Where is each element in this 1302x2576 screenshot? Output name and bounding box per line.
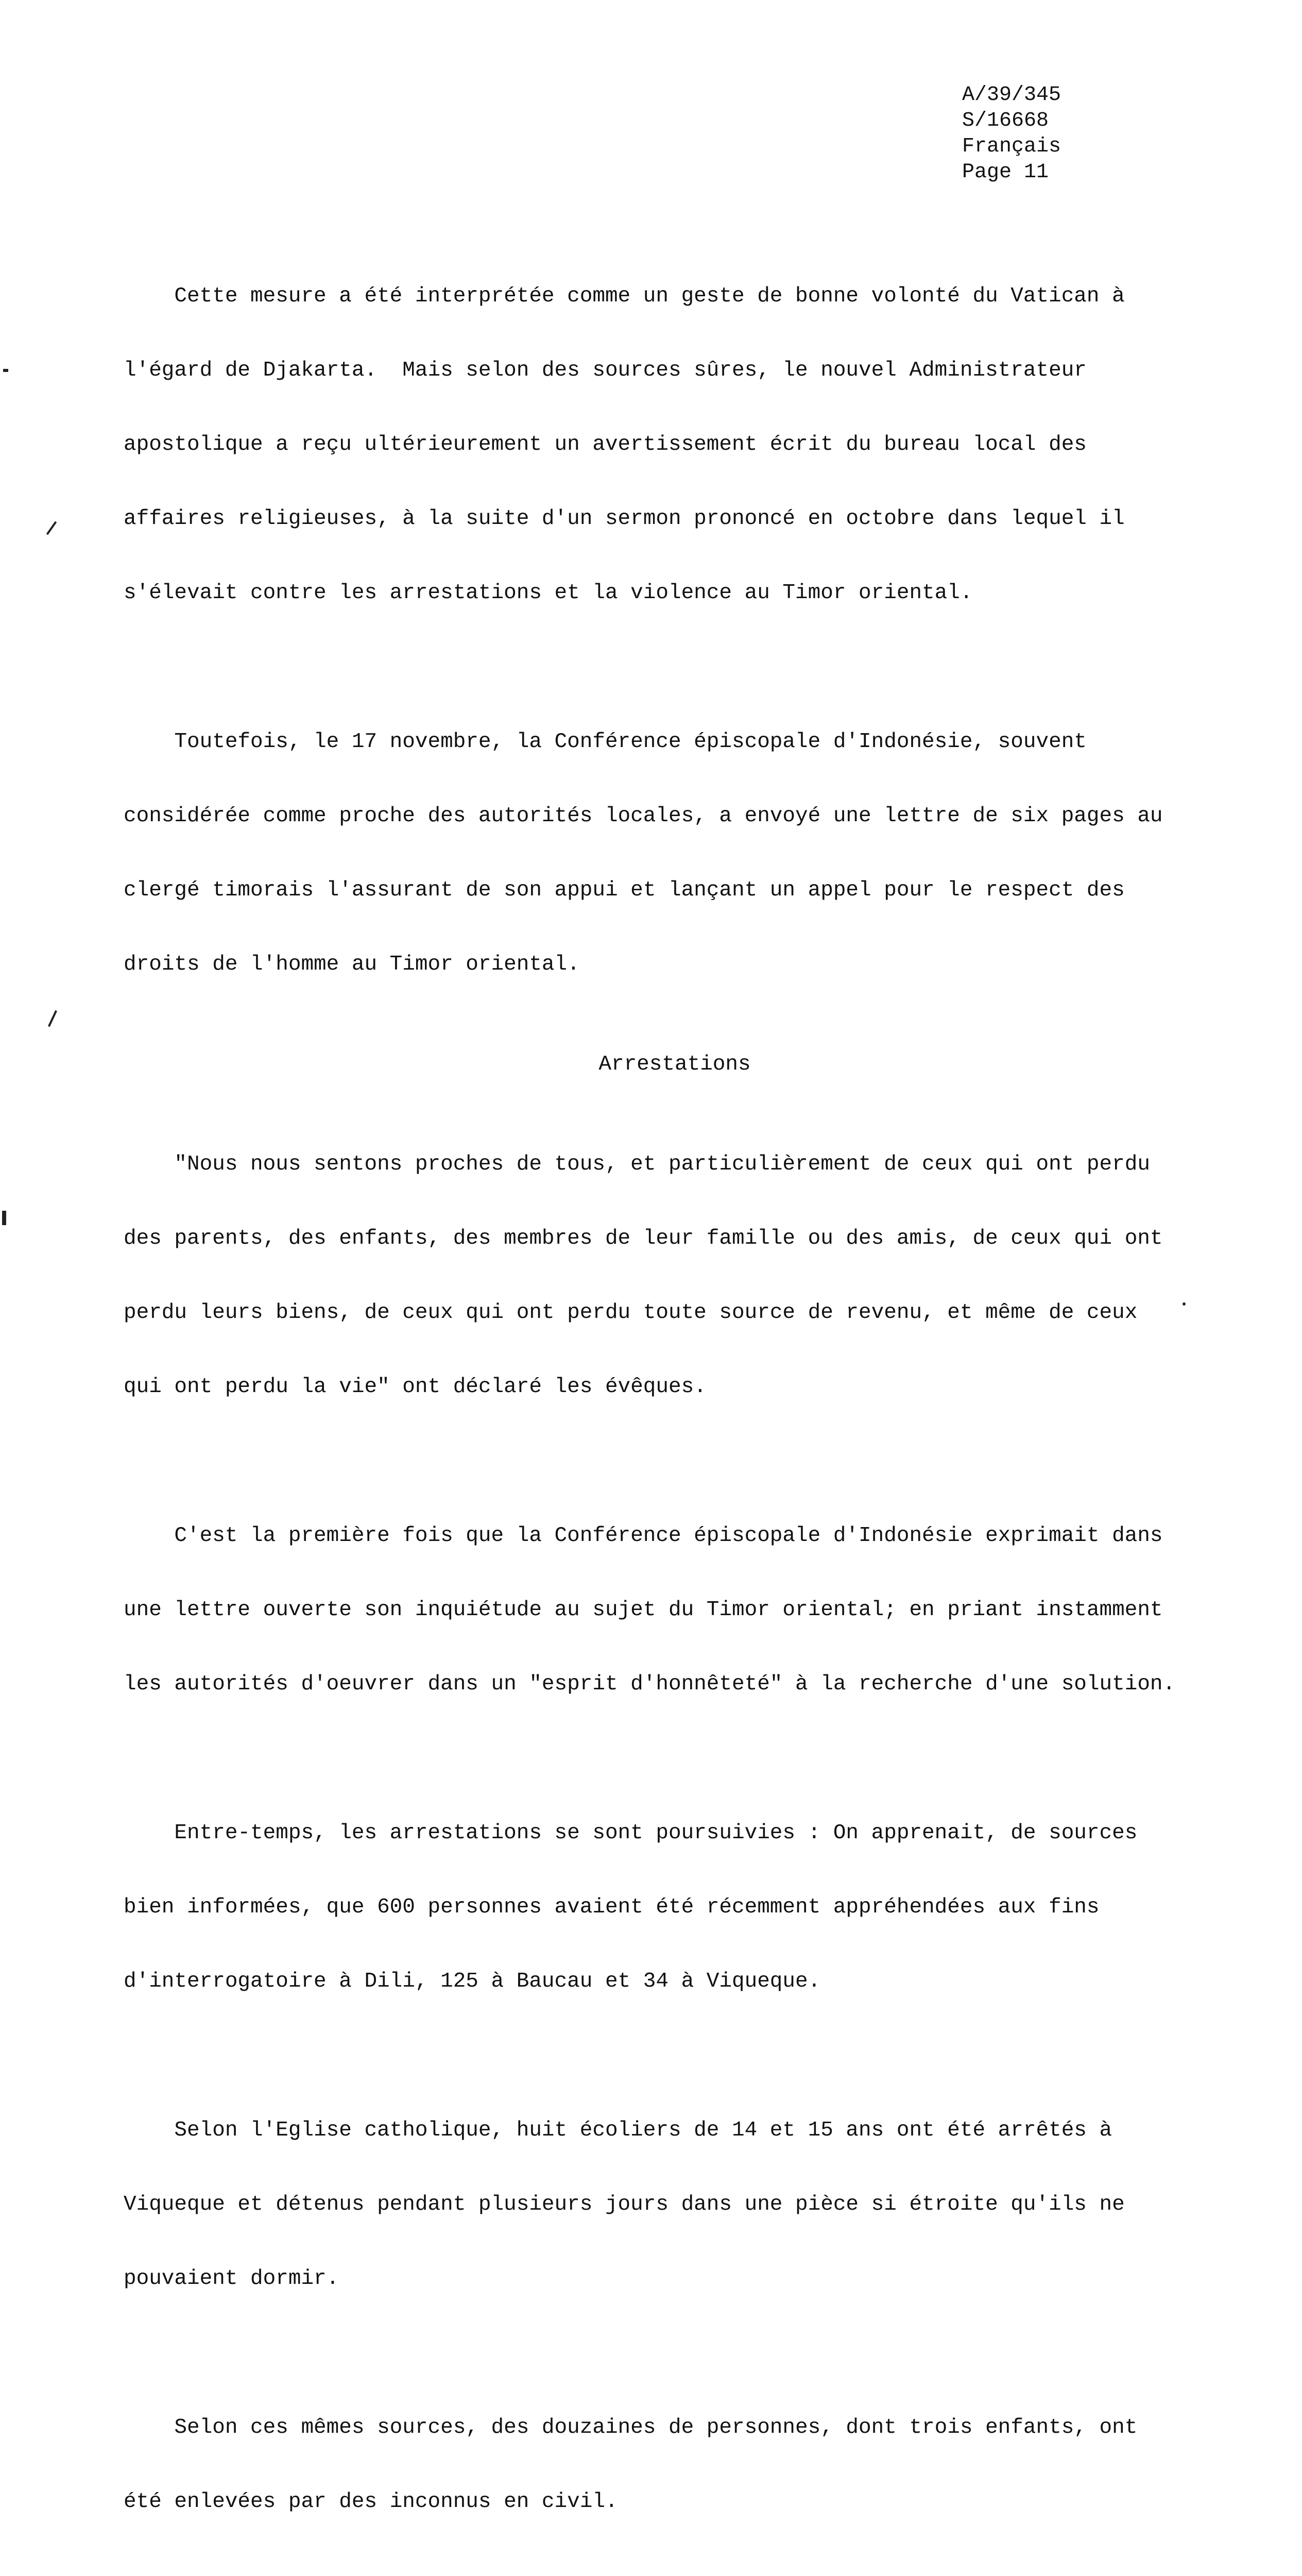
text-line: considérée comme proche des autorités locales, a envoyé une lettre de six pages au: [124, 804, 1163, 828]
text-line: droits de l'homme au Timor oriental.: [124, 953, 580, 976]
text-line: une lettre ouverte son inquiétude au sujet du Timor oriental; en priant instamment: [124, 1598, 1163, 1622]
text-line: Toutefois, le 17 novembre, la Conférence épiscopale d'Indonésie, souvent: [124, 730, 1087, 754]
text-line: Selon ces mêmes sources, des douzaines de personnes, dont trois enfants, ont: [124, 2416, 1138, 2439]
document-symbol-a: A/39/345: [962, 83, 1061, 107]
text-line: Cette mesure a été interprétée comme un geste de bonne volonté du Vatican à: [124, 284, 1125, 308]
text-line: Selon l'Eglise catholique, huit écoliers de 14 et 15 ans ont été arrêtés à: [124, 2119, 1112, 2142]
document-symbol-s: S/16668: [962, 109, 1049, 132]
text-line: l'égard de Djakarta. Mais selon des sources sûres, le nouvel Administrateur: [124, 359, 1087, 382]
paragraph-open-letter: [124, 1474, 1195, 1746]
text-line: affaires religieuses, à la suite d'un sermon prononcé en octobre dans lequel il: [124, 507, 1125, 531]
text-line: des parents, des enfants, des membres de leur famille ou des amis, de ceux qui ont: [124, 1227, 1163, 1250]
paragraph-schoolchildren: [124, 2069, 1195, 2341]
text-line: Entre-temps, les arrestations se sont poursuivies : On apprenait, de sources: [124, 1821, 1138, 1845]
text-line: Viqueque et détenus pendant plusieurs jours dans une pièce si étroite qu'ils ne: [124, 2193, 1125, 2216]
text-line: apostolique a reçu ultérieurement un avertissement écrit du bureau local des: [124, 433, 1087, 456]
text-line: "Nous nous sentons proches de tous, et particulièrement de ceux qui ont perdu: [124, 1153, 1150, 1176]
paragraph-abductions: [124, 2366, 1195, 2564]
document-language: Français: [962, 135, 1061, 158]
text-line: C'est la première fois que la Conférence épiscopale d'Indonésie exprimait dans: [124, 1524, 1163, 1548]
text-line: clergé timorais l'assurant de son appui et lançant un appel pour le respect des: [124, 878, 1125, 902]
text-line: qui ont perdu la vie" ont déclaré les évêques.: [124, 1375, 707, 1399]
document-symbol-block: [962, 82, 1061, 185]
paragraph-bishops-quote: [124, 1103, 1195, 1449]
document-body: [124, 234, 1195, 2576]
text-line: les autorités d'oeuvrer dans un "esprit d'honnêteté" à la recherche d'une solution.: [124, 1672, 1176, 1696]
text-line: perdu leurs biens, de ceux qui ont perdu toute source de revenu, et même de ceux: [124, 1301, 1138, 1325]
section-heading-arrestations: Arrestations: [598, 1053, 751, 1076]
text-line: été enlevées par des inconnus en civil.: [124, 2490, 618, 2514]
page-number: Page 11: [962, 161, 1049, 184]
paragraph-episcopal-letter: [124, 680, 1195, 1026]
paragraph-vatican-gesture: [124, 234, 1195, 655]
paragraph-arrests-continued: [124, 1771, 1195, 2043]
text-line: s'élevait contre les arrestations et la violence au Timor oriental.: [124, 581, 973, 605]
text-line: pouvaient dormir.: [124, 2267, 339, 2291]
text-line: d'interrogatoire à Dili, 125 à Baucau et 34 à Viqueque.: [124, 1970, 821, 1993]
text-line: bien informées, que 600 personnes avaient été récemment appréhendées aux fins: [124, 1895, 1100, 1919]
